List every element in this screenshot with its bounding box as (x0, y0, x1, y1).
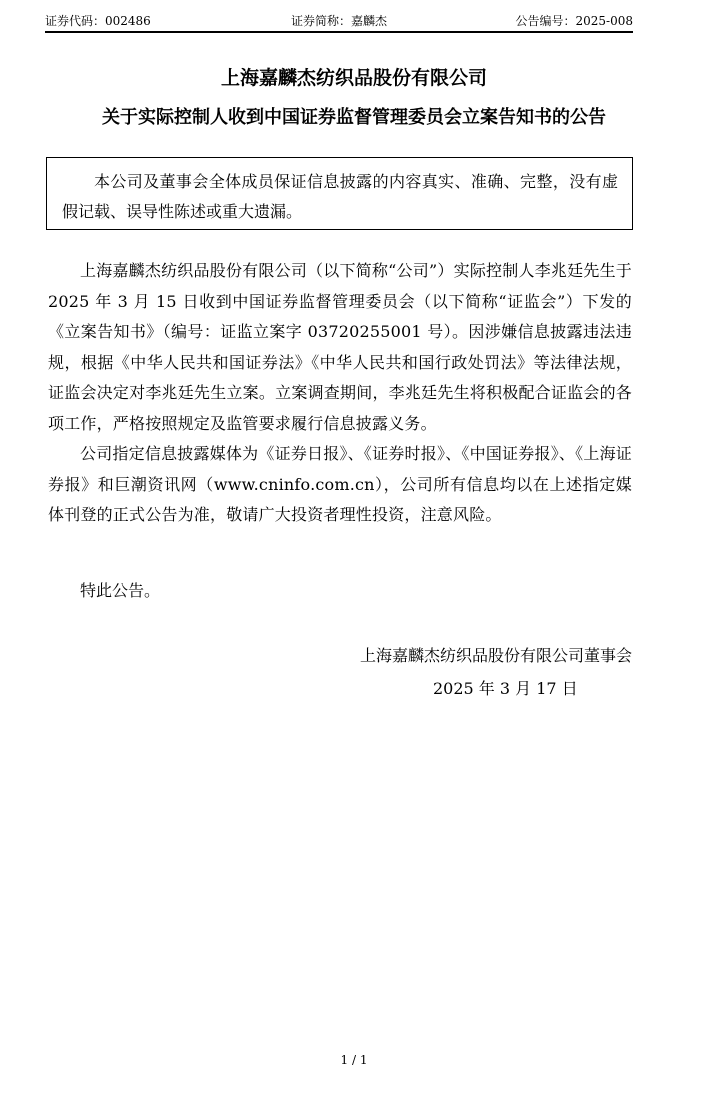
body-paragraph-media: 公司指定信息披露媒体为《证券日报》、《证券时报》、《中国证券报》、《上海证券报》和巨潮资讯网（www.cninfo.com.cn），公司所有信息均以在上述指定媒体刊登的正式公告为准，敬请广大投资者理性投资，注意风险。 (48, 444, 632, 524)
signature-company: 上海嘉麟杰纺织品股份有限公司董事会 (359, 646, 632, 665)
announcement-title: 关于实际控制人收到中国证券监督管理委员会立案告知书的公告 (102, 107, 606, 128)
closing-remark: 特此公告。 (80, 581, 161, 600)
page-number: 1 / 1 (340, 1053, 368, 1067)
page-header (45, 12, 633, 30)
stock-code: 证券代码：002486 (45, 14, 151, 28)
announcement-number: 公告编号：2025-008 (515, 14, 633, 28)
board-assurance-notice: 本公司及董事会全体成员保证信息披露的内容真实、准确、完整，没有虚假记载、误导性陈述或重大遗漏。 (46, 157, 633, 230)
company-name: 上海嘉麟杰纺织品股份有限公司 (220, 67, 487, 89)
body-paragraph-investigation: 上海嘉麟杰纺织品股份有限公司（以下简称“公司”）实际控制人李兆廷先生于 2025 年 3 月 15 日收到中国证券监督管理委员会（以下简称“证监会”）下发的《立案告知书》（编号：证监立案字 03720255001 号）。因涉嫌信息披露违法违规，根据《中华人民共和国证券法》《中华人民共和国行政处罚法》等法律法规，证监会决定对李兆廷先生立案。立案调查期间，李兆廷先生将积极配合证监会的各项工作，严格按照规定及监管要求履行信息披露义务。 (48, 261, 632, 433)
header-divider (45, 31, 633, 33)
stock-short-name: 证券简称：嘉麟杰 (290, 14, 387, 28)
signature-date: 2025 年 3 月 17 日 (433, 679, 578, 698)
announcement-body (48, 256, 632, 531)
